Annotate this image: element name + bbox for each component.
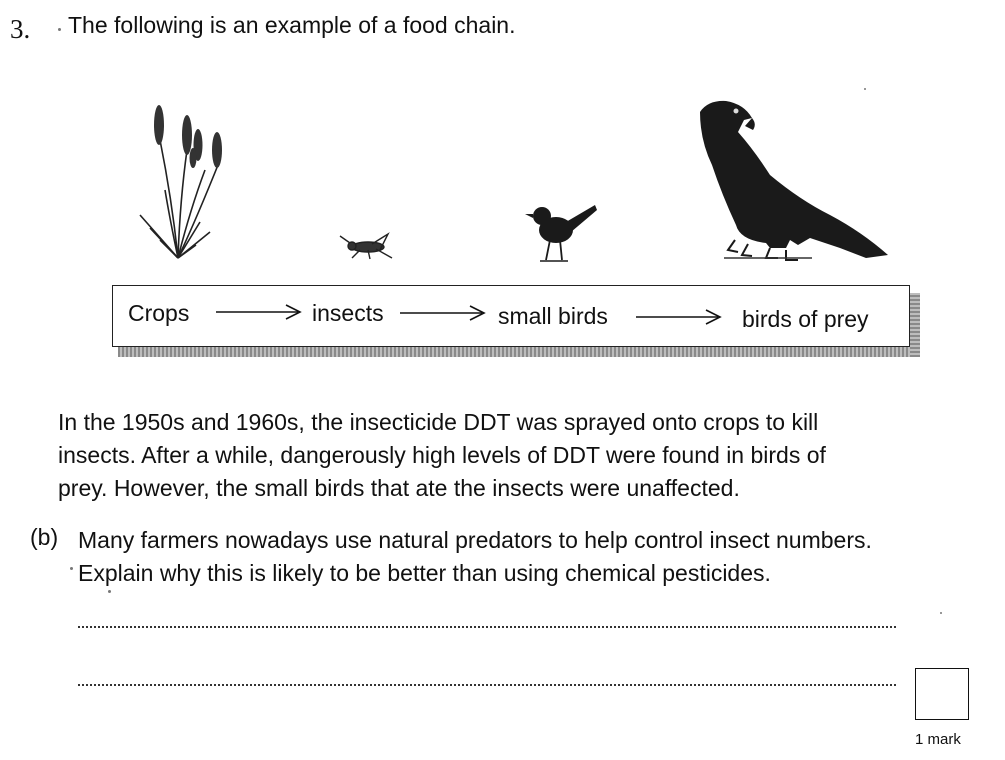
answer-line-2[interactable] — [78, 684, 896, 686]
scan-speck — [70, 567, 73, 570]
chain-item-birds-of-prey: birds of prey — [742, 306, 869, 332]
chain-box-shadow — [118, 347, 920, 357]
arrow-icon — [634, 307, 724, 327]
question-intro: The following is an example of a food chain. — [68, 12, 516, 38]
grasshopper-icon — [340, 234, 392, 259]
chain-item-crops: Crops — [128, 300, 190, 326]
question-number: 3. — [10, 14, 31, 44]
chain-box-shadow-side — [910, 293, 920, 357]
small-bird-icon — [525, 205, 597, 261]
food-chain-illustrations — [0, 0, 1005, 290]
chain-item-insects: insects — [312, 300, 384, 326]
eagle-icon — [700, 101, 888, 260]
paragraph-line: In the 1950s and 1960s, the insecticide DDT was sprayed onto crops to kill — [58, 409, 819, 435]
part-b-label: (b) — [30, 524, 59, 550]
chain-item-small-birds: small birds — [498, 303, 608, 329]
paragraph-line: insects. After a while, dangerously high levels of DDT were found in birds of — [58, 442, 826, 468]
arrow-icon — [214, 302, 304, 322]
mark-box[interactable] — [915, 668, 969, 720]
crops-icon — [140, 140, 220, 258]
mark-label: 1 mark — [915, 731, 961, 748]
scan-speck — [58, 28, 61, 31]
scan-speck — [864, 88, 866, 90]
scan-speck — [108, 590, 111, 593]
part-b-line: Explain why this is likely to be better than using chemical pesticides. — [78, 560, 771, 586]
scan-speck — [940, 612, 942, 614]
part-b-question — [78, 524, 983, 590]
arrow-icon — [398, 303, 488, 323]
part-b-line: Many farmers nowadays use natural predators to help control insect numbers. — [78, 527, 872, 553]
context-paragraph — [58, 406, 948, 505]
paragraph-line: prey. However, the small birds that ate the insects were unaffected. — [58, 475, 740, 501]
answer-line-1[interactable] — [78, 626, 896, 628]
